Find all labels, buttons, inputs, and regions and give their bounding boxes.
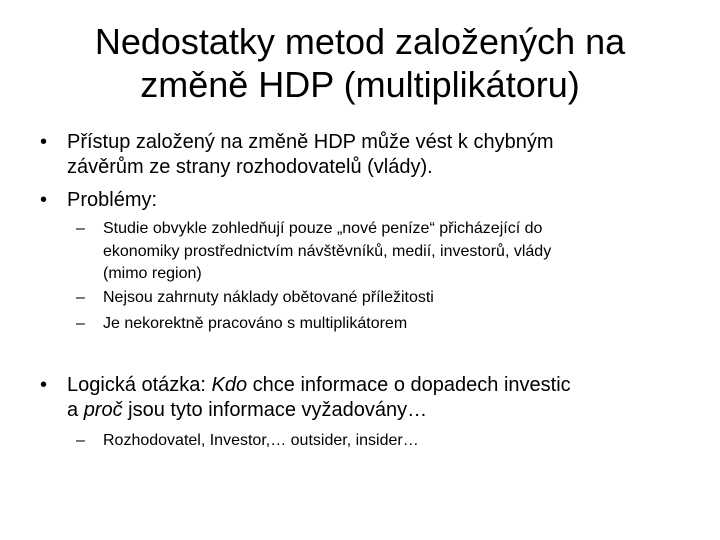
slide-title (40, 20, 680, 106)
bullet-marker: • (40, 189, 48, 211)
bullet-item-1 (0, 130, 720, 180)
bullet-item-3 (0, 373, 720, 423)
bullet-2-text: Problémy: (67, 189, 158, 211)
bullet-3-italic-proc: proč (83, 399, 123, 421)
dash-marker: – (76, 220, 85, 237)
sub-2-1-line-1: Studie obvykle zohledňují pouze „nové peníze“ přicházející do (103, 220, 543, 237)
sub-item-2-1 (0, 218, 720, 286)
sub-item-3-1 (0, 430, 720, 453)
sub-2-3-text: Je nekorektně pracováno s multiplikátorem (103, 315, 408, 332)
bullet-3-italic-kdo: Kdo (211, 374, 248, 396)
sub-2-1-line-3: (mimo region) (103, 265, 202, 282)
bullet-3-line-2 (67, 398, 696, 423)
sub-2-1-line-2: ekonomiky prostřednictvím návštěvníků, medií, investorů, vlády (103, 242, 552, 260)
sub-item-2-3 (0, 313, 720, 336)
bullet-item-2 (0, 188, 720, 213)
bullet-marker: • (40, 131, 48, 153)
title-line-2: změně HDP (multiplikátoru) (140, 64, 580, 105)
sub-3-1-text: Rozhodovatel, Investor,… outsider, insider… (103, 432, 419, 449)
dash-marker: – (76, 289, 85, 306)
bullet-3-part-2: chce informace o dopadech investic (247, 374, 571, 396)
bullet-1-line-1: Přístup založený na změně HDP může vést k chybným (67, 131, 554, 153)
sub-2-2-text: Nejsou zahrnuty náklady obětované příležitosti (103, 289, 434, 306)
title-line-1: Nedostatky metod založených na (94, 21, 626, 62)
dash-marker: – (76, 432, 85, 449)
bullet-1-line-2: závěrům ze strany rozhodovatelů (vlády). (67, 156, 433, 178)
bullet-3-part-1: Logická otázka: (67, 374, 212, 396)
dash-marker: – (76, 315, 85, 332)
bullet-3-part-3: a (67, 399, 84, 421)
bullet-3-part-4: jsou tyto informace vyžadovány… (122, 399, 428, 421)
sub-item-2-2 (0, 287, 720, 310)
bullet-3-line-1 (67, 373, 696, 398)
bullet-marker: • (40, 374, 48, 396)
